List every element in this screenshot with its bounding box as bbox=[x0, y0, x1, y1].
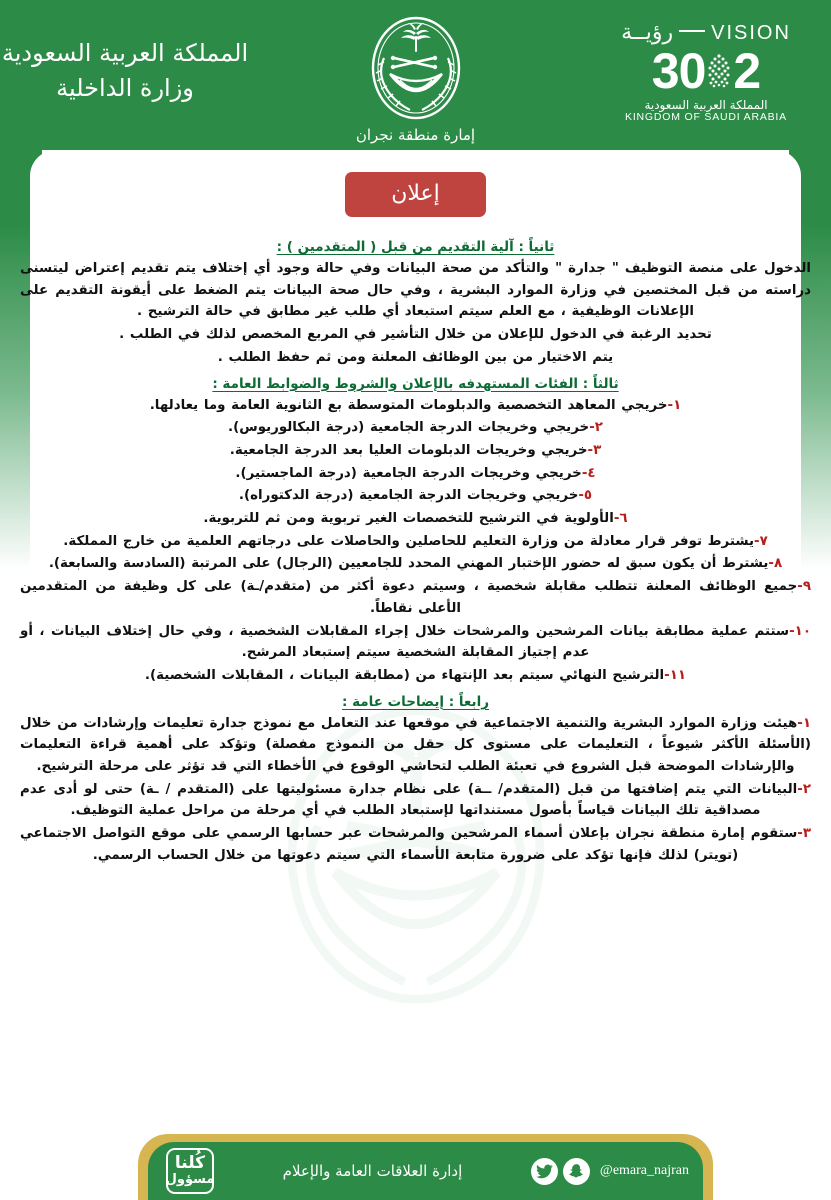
list-item-text: يشترط أن يكون سبق له حضور الإختبار المهني المحدد للجامعيين (الرجال) على المرتبة (السادسة والسابعة). bbox=[48, 556, 769, 572]
list-item-number: ٥- bbox=[578, 488, 593, 504]
vision-2030-logo-container bbox=[581, 0, 831, 123]
list-item-number: ٦- bbox=[613, 511, 628, 527]
emblem-caption: إمارة منطقة نجران bbox=[355, 126, 476, 144]
list-item bbox=[20, 440, 811, 462]
kollona-masool-badge bbox=[166, 1148, 214, 1194]
vision-kingdom-en: KINGDOM OF SAUDI ARABIA bbox=[625, 111, 787, 123]
list-item bbox=[20, 665, 811, 687]
list-item-number: ١٠- bbox=[789, 623, 811, 639]
list-item bbox=[20, 621, 811, 664]
list-item-text: الأولوية في الترشيح للتخصصات الغير تربوية ومن ثم للتربوية. bbox=[203, 511, 614, 527]
section-second-paragraph-1: الدخول على منصة التوظيف " جدارة " والتأكد من صحة البيانات وفي حالة وجود أي إختلاف يتم تقديم إعتراض ليتسنى دراسته من قبل المختصين في وزارة الموارد البشرية ، وفي حال صحة البيانات يتم الضغط على أيقونة التقديم على الإعلانات الوظيفية ، مع العلم سيتم استبعاد أي طلب غير مطابق في حالة الترشيح . bbox=[20, 261, 811, 320]
section-heading-second: ثانياً : آلية التقديم من قبل ( المتقدمين ) : bbox=[276, 239, 555, 255]
list-item-text: خريجي وخريجات الدرجة الجامعية (درجة الماجستير). bbox=[235, 465, 582, 481]
page-header bbox=[0, 0, 831, 150]
list-item-number: ١- bbox=[667, 397, 682, 413]
list-item-text: هيئت وزارة الموارد البشرية والتنمية الاجتماعية في موقعها عند التعامل مع نموذج جدارة تعليمات وإرشادات من خلال (الأسئلة الأكثر شيوعاً ، التعليمات على مستوى كل حقل من النموذج مفصلة) وتؤكد على أهمية قراءة التعليمات والإرشادات الموضحة قبل الشروع في تعبئة الطلب لتحاشي الوقوع في الأخطاء التي قد تؤثر على مرحلة الترشيح. bbox=[20, 715, 811, 775]
vision-2030-logo bbox=[621, 22, 791, 123]
list-item-number: ٣- bbox=[797, 826, 811, 842]
section-heading-fourth: رابعاً : إيضاحات عامة : bbox=[341, 693, 490, 710]
list-item-text: جميع الوظائف المعلنة تتطلب مقابلة شخصية ، وسيتم دعوة أكثر من (متقدم/ـة) على كل وظيفة من المتقدمين الأعلى نقاطاً. bbox=[20, 579, 798, 616]
vision-word-en: VISION bbox=[711, 22, 791, 44]
list-item-number: ٢- bbox=[797, 781, 811, 797]
page-footer bbox=[0, 1130, 831, 1200]
section-third-list bbox=[20, 395, 811, 687]
badge-line-1: كُلنا bbox=[174, 1153, 206, 1174]
vision-year-right: 30 bbox=[651, 43, 706, 99]
social-handle[interactable]: @emara_najran bbox=[599, 1163, 689, 1178]
list-item-text: خريجي وخريجات الدبلومات العليا بعد الدرجة الجامعية. bbox=[229, 442, 588, 458]
social-media-group bbox=[531, 1158, 689, 1185]
ministry-line-interior: وزارة الداخلية bbox=[56, 73, 194, 102]
twitter-icon[interactable] bbox=[531, 1158, 558, 1185]
vision-year-left: 2 bbox=[733, 43, 761, 99]
list-item bbox=[20, 576, 811, 619]
list-item-text: البيانات التي يتم إضافتها من قبل (المتقدم/ ــة) على نظام جدارة مسئوليتها على (المتقدم / ـة) حتى لو أدى عدم مصداقية تلك البيانات قياساً بأصول مستنداتها لإستبعاد الطلب في أي مرحلة من مراحل عملية التوظيف. bbox=[20, 781, 798, 819]
ministry-title bbox=[2, 22, 248, 106]
list-item bbox=[20, 508, 811, 530]
palm-swords-icon bbox=[702, 51, 736, 91]
list-item-number: ٧- bbox=[754, 533, 768, 549]
ministry-line-kingdom: المملكة العربية السعودية bbox=[1, 39, 249, 67]
najran-emirate-emblem-container bbox=[266, 0, 566, 144]
snapchat-icon[interactable] bbox=[563, 1158, 590, 1185]
list-item bbox=[20, 463, 811, 485]
list-item-text: يشترط توفر قرار معادلة من وزارة التعليم للحاصلين والحاصلات على درجاتهم العلمية من خارج المملكة. bbox=[63, 533, 755, 549]
list-item-number: ٢- bbox=[589, 420, 603, 436]
list-item bbox=[20, 485, 811, 507]
list-item bbox=[20, 779, 811, 822]
list-item bbox=[20, 713, 811, 778]
list-item-text: خريجي المعاهد التخصصية والدبلومات المتوسطة بع الثانوية العامة وما يعادلها. bbox=[149, 397, 668, 413]
footer-bar bbox=[148, 1142, 703, 1200]
list-item bbox=[20, 553, 811, 575]
section-heading-third: ثالثاً : الفئات المستهدفه بالإعلان والشروط والضوابط العامة : bbox=[212, 375, 619, 392]
badge-line-2: مسؤول bbox=[165, 1172, 215, 1188]
vision-divider-line bbox=[679, 30, 705, 32]
footer-department-label: إدارة العلاقات العامة والإعلام bbox=[282, 1162, 463, 1180]
vision-kingdom-ar: المملكة العربية السعودية bbox=[644, 98, 768, 112]
section-second-paragraph-2: تحديد الرغبة في الدخول للإعلان من خلال التأشير في المربع المخصص لذلك في الطلب . bbox=[119, 327, 712, 343]
announcement-badge-row bbox=[14, 150, 817, 217]
list-item-number: ٨- bbox=[768, 556, 783, 572]
announcement-content bbox=[14, 239, 817, 867]
announcement-badge: إعلان bbox=[345, 172, 486, 217]
list-item-text: ستتم عملية مطابقة بيانات المرشحين والمرشحات خلال إجراء المقابلات الشخصية ، وفي حال إختلاف البيانات ، أو عدم إجتياز المقابلة الشخصية سيتم إستبعاد المرشح. bbox=[20, 623, 790, 661]
vision-word-ar: رؤيــة bbox=[621, 20, 674, 45]
list-item-text: خريجي وخريجات الدرجة الجامعية (درجة البكالوريوس). bbox=[228, 420, 590, 436]
list-item bbox=[20, 395, 811, 417]
list-item-text: الترشيح النهائي سيتم بعد الإنتهاء من (مطابقة البيانات ، المقابلات الشخصية). bbox=[144, 667, 665, 683]
list-item-number: ٤- bbox=[581, 465, 596, 481]
list-item bbox=[20, 417, 811, 439]
list-item-number: ٣- bbox=[587, 442, 602, 458]
ministry-title-container bbox=[0, 0, 250, 106]
list-item-number: ١١- bbox=[664, 667, 687, 683]
list-item-text: ستقوم إمارة منطقة نجران بإعلان أسماء المرشحين والمرشحات عبر حسابها الرسمي على موقع التواصل الاجتماعي (تويتر) لذلك فإنها تؤكد على ضرورة متابعة الأسماء التي سيتم دعوتها من خلال الحساب الرسمي. bbox=[20, 826, 798, 863]
saudi-emblem-icon bbox=[364, 14, 468, 122]
list-item-number: ١- bbox=[797, 715, 811, 731]
announcement-body bbox=[0, 150, 831, 1140]
list-item-text: خريجي وخريجات الدرجة الجامعية (درجة الدكتوراه). bbox=[238, 488, 579, 504]
section-second-paragraph-3: يتم الاختيار من بين الوظائف المعلنة ومن ثم حفظ الطلب . bbox=[217, 349, 614, 365]
list-item bbox=[20, 531, 811, 553]
list-item bbox=[20, 823, 811, 866]
section-fourth-list bbox=[20, 713, 811, 867]
list-item-number: ٩- bbox=[797, 579, 811, 595]
